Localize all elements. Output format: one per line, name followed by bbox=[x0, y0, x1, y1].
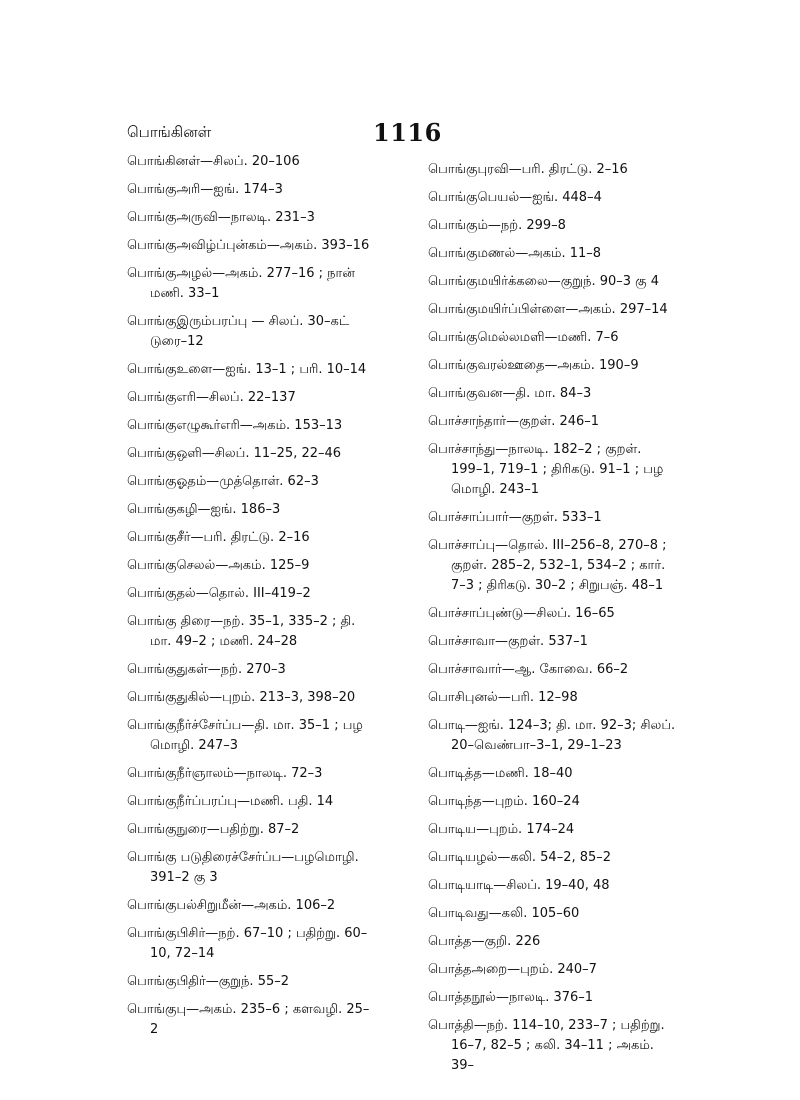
index-entry-text: பொங்குபு—அகம். 235–6 ; களவழி. 25– bbox=[127, 1002, 370, 1017]
index-entry-text: பொங்குஅவிழ்ப்புன்கம்—அகம். 393–16 bbox=[127, 238, 370, 253]
index-entry bbox=[127, 972, 397, 992]
index-entry-text: பொங்குபிதிர்—குறுந். 55–2 bbox=[127, 974, 290, 989]
index-entry-text: பொச்சாப்பார்—குறள். 533–1 bbox=[428, 510, 602, 525]
index-entry bbox=[428, 536, 678, 596]
index-entry-text: பொச்சாப்புண்டு—சிலப். 16–65 bbox=[428, 606, 615, 621]
index-entry bbox=[127, 584, 397, 604]
index-entry-continuation: மா. 49–2 ; மணி. 24–28 bbox=[150, 634, 298, 649]
index-entry bbox=[428, 632, 678, 652]
index-entry bbox=[428, 160, 678, 180]
index-entry bbox=[127, 528, 397, 548]
index-entry-text: பொச்சாந்து—நாலடி. 182–2 ; குறள். bbox=[428, 442, 642, 457]
index-entry bbox=[127, 924, 397, 964]
index-entry-text: பொங்கும்—நற். 299–8 bbox=[428, 218, 566, 233]
index-entry-text: பொங்குமணல்—அகம். 11–8 bbox=[428, 246, 602, 261]
index-entry bbox=[428, 300, 678, 320]
index-entry-text: பொங்குசெலல்—அகம். 125–9 bbox=[127, 558, 310, 573]
index-entry bbox=[127, 312, 397, 352]
index-entry-text: பொடித்த—மணி. 18–40 bbox=[428, 766, 573, 781]
index-entry-text: பொங்கு படுதிரைச்சேர்ப்ப—பழமொழி. bbox=[127, 850, 359, 865]
index-entry-continuation: 199–1, 719–1 ; திரிகடு. 91–1 ; பழ bbox=[451, 462, 664, 477]
index-entry bbox=[127, 688, 397, 708]
index-entry-text: பொங்குபெயல்—ஐங். 448–4 bbox=[428, 190, 602, 205]
page-number: 1116 bbox=[373, 118, 442, 147]
index-entry-text: பொத்தநூல்—நாலடி. 376–1 bbox=[428, 990, 594, 1005]
index-entry bbox=[127, 848, 397, 888]
index-entry-text: பொங்குஅருவி—நாலடி. 231–3 bbox=[127, 210, 315, 225]
index-entry-continuation: 391–2 கு 3 bbox=[150, 870, 218, 885]
index-entry-text: பொங்குமயிர்க்கலை—குறுந். 90–3 கு 4 bbox=[428, 274, 660, 289]
index-entry bbox=[428, 356, 678, 376]
index-entry bbox=[127, 764, 397, 784]
index-entry-text: பொங்குமயிர்ப்பிள்ளை—அகம். 297–14 bbox=[428, 302, 668, 317]
index-entry-text: பொடிய—புறம். 174–24 bbox=[428, 822, 575, 837]
index-entry-text: பொங்குஅழல்—அகம். 277–16 ; நான் bbox=[127, 266, 355, 281]
index-entry bbox=[127, 444, 397, 464]
index-entry-continuation: மொழி. 247–3 bbox=[150, 738, 239, 753]
index-entry-text: பொடிந்த—புறம். 160–24 bbox=[428, 794, 580, 809]
index-entry bbox=[428, 960, 678, 980]
index-entry-text: பொங்குபிசிர்—நற். 67–10 ; பதிற்று. 60– bbox=[127, 926, 368, 941]
index-entry bbox=[127, 896, 397, 916]
index-entry bbox=[428, 328, 678, 348]
index-entry-continuation: மொழி. 243–1 bbox=[451, 482, 540, 497]
index-entry bbox=[127, 472, 397, 492]
index-entry-text: பொங்குபுரவி—பரி. திரட்டு. 2–16 bbox=[428, 162, 628, 177]
index-entry-text: பொங்குகழி—ஐங். 186–3 bbox=[127, 502, 281, 517]
index-entry bbox=[127, 180, 397, 200]
index-entry-text: பொங்குஅரி—ஐங். 174–3 bbox=[127, 182, 283, 197]
index-entry-continuation: 16–7, 82–5 ; கலி. 34–11 ; அகம். 39– bbox=[451, 1038, 654, 1073]
running-header-word: பொங்கினள் bbox=[127, 123, 212, 141]
index-entry bbox=[127, 264, 397, 304]
index-entry bbox=[127, 416, 397, 436]
index-entry-text: பொச்சாப்பு—தொல். III–256–8, 270–8 ; bbox=[428, 538, 667, 553]
index-entry-text: பொச்சாவா—குறள். 537–1 bbox=[428, 634, 588, 649]
index-entry bbox=[428, 688, 678, 708]
index-entry bbox=[127, 1000, 397, 1040]
index-entry bbox=[127, 500, 397, 520]
index-entry bbox=[127, 360, 397, 380]
index-entry-text: பொங்குஎரி—சிலப். 22–137 bbox=[127, 390, 296, 405]
index-entry-continuation: மணி. 33–1 bbox=[150, 286, 220, 301]
index-entry-text: பொங்குஇரும்பரப்பு — சிலப். 30–கட் bbox=[127, 314, 350, 329]
index-entry-text: பொடிவது—கலி. 105–60 bbox=[428, 906, 580, 921]
index-entry-continuation: குறள். 285–2, 532–1, 534–2 ; கார். bbox=[451, 558, 666, 573]
index-entry bbox=[428, 848, 678, 868]
index-entry bbox=[428, 272, 678, 292]
index-entry bbox=[428, 604, 678, 624]
index-entry-text: பொத்தஅறை—புறம். 240–7 bbox=[428, 962, 597, 977]
left-index-column bbox=[127, 152, 397, 1040]
index-entry bbox=[127, 236, 397, 256]
index-entry-text: பொங்குவன—தி. மா. 84–3 bbox=[428, 386, 592, 401]
index-entry-continuation: டுரை–12 bbox=[150, 334, 204, 349]
index-entry-text: பொங்குநீர்ஞாலம்—நாலடி. 72–3 bbox=[127, 766, 323, 781]
index-entry-text: பொடியழல்—கலி. 54–2, 85–2 bbox=[428, 850, 612, 865]
index-entry-text: பொங்குஒளி—சிலப். 11–25, 22–46 bbox=[127, 446, 342, 461]
index-entry-text: பொங்கு திரை—நற். 35–1, 335–2 ; தி. bbox=[127, 614, 356, 629]
index-entry bbox=[127, 716, 397, 756]
index-entry-text: பொங்குஉளை—ஐங். 13–1 ; பரி. 10–14 bbox=[127, 362, 367, 377]
index-entry bbox=[428, 508, 678, 528]
index-entry bbox=[127, 388, 397, 408]
index-entry-text: பொங்குவரல்ஊதை—அகம். 190–9 bbox=[428, 358, 639, 373]
index-entry-text: பொசிபுனல்—பரி. 12–98 bbox=[428, 690, 578, 705]
index-entry bbox=[127, 612, 397, 652]
index-entry-text: பொச்சாந்தார்—குறள். 246–1 bbox=[428, 414, 600, 429]
index-entry-text: பொடியாடி—சிலப். 19–40, 48 bbox=[428, 878, 610, 893]
index-entry-text: பொங்குதுகள்—நற். 270–3 bbox=[127, 662, 286, 677]
index-entry bbox=[428, 440, 678, 500]
index-entry bbox=[127, 792, 397, 812]
index-entry bbox=[428, 244, 678, 264]
index-entry-text: பொத்த—குறி. 226 bbox=[428, 934, 541, 949]
index-entry-text: பொடி—ஐங். 124–3; தி. மா. 92–3; சிலப். bbox=[428, 718, 676, 733]
index-entry bbox=[127, 660, 397, 680]
index-entry-text: பொங்குமெல்லமளி—மணி. 7–6 bbox=[428, 330, 619, 345]
index-entry bbox=[127, 556, 397, 576]
index-entry bbox=[428, 716, 678, 756]
index-entry-text: பொங்குதல்—தொல். III–419–2 bbox=[127, 586, 311, 601]
index-entry bbox=[428, 988, 678, 1008]
index-entry bbox=[127, 152, 397, 172]
index-entry-continuation: 20–வெண்பா–3–1, 29–1–23 bbox=[451, 738, 622, 753]
right-index-column bbox=[428, 160, 678, 1076]
index-entry-text: பொத்தி—நற். 114–10, 233–7 ; பதிற்று. bbox=[428, 1018, 665, 1033]
index-entry bbox=[127, 820, 397, 840]
index-entry-continuation: 10, 72–14 bbox=[150, 946, 215, 961]
index-entry bbox=[428, 904, 678, 924]
index-entry bbox=[428, 792, 678, 812]
index-entry bbox=[428, 1016, 678, 1076]
index-entry bbox=[428, 764, 678, 784]
index-entry-continuation: 7–3 ; திரிகடு. 30–2 ; சிறுபஞ். 48–1 bbox=[451, 578, 664, 593]
index-entry-continuation: 2 bbox=[150, 1022, 159, 1037]
index-entry-text: பொங்குநீர்ப்பரப்பு—மணி. பதி. 14 bbox=[127, 794, 334, 809]
index-entry bbox=[428, 876, 678, 896]
index-entry bbox=[428, 384, 678, 404]
index-entry-text: பொங்குநுரை—பதிற்று. 87–2 bbox=[127, 822, 300, 837]
index-entry-text: பொங்குநீர்ச்சேர்ப்ப—தி. மா. 35–1 ; பழ bbox=[127, 718, 363, 733]
index-entry bbox=[428, 932, 678, 952]
index-entry bbox=[428, 660, 678, 680]
index-entry-text: பொங்குஓதம்—முத்தொள். 62–3 bbox=[127, 474, 319, 489]
index-entry bbox=[428, 216, 678, 236]
index-entry bbox=[127, 208, 397, 228]
index-entry-text: பொங்குபல்சிறுமீன்—அகம். 106–2 bbox=[127, 898, 336, 913]
index-entry-text: பொங்குசீர்—பரி. திரட்டு. 2–16 bbox=[127, 530, 310, 545]
index-entry bbox=[428, 820, 678, 840]
index-entry-text: பொங்குதுகில்—புறம். 213–3, 398–20 bbox=[127, 690, 356, 705]
index-entry bbox=[428, 188, 678, 208]
index-entry-text: பொங்கினள்—சிலப். 20–106 bbox=[127, 154, 300, 169]
index-entry bbox=[428, 412, 678, 432]
index-entry-text: பொச்சாவார்—ஆ. கோவை. 66–2 bbox=[428, 662, 629, 677]
index-entry-text: பொங்குஎழுகூர்எரி—அகம். 153–13 bbox=[127, 418, 343, 433]
